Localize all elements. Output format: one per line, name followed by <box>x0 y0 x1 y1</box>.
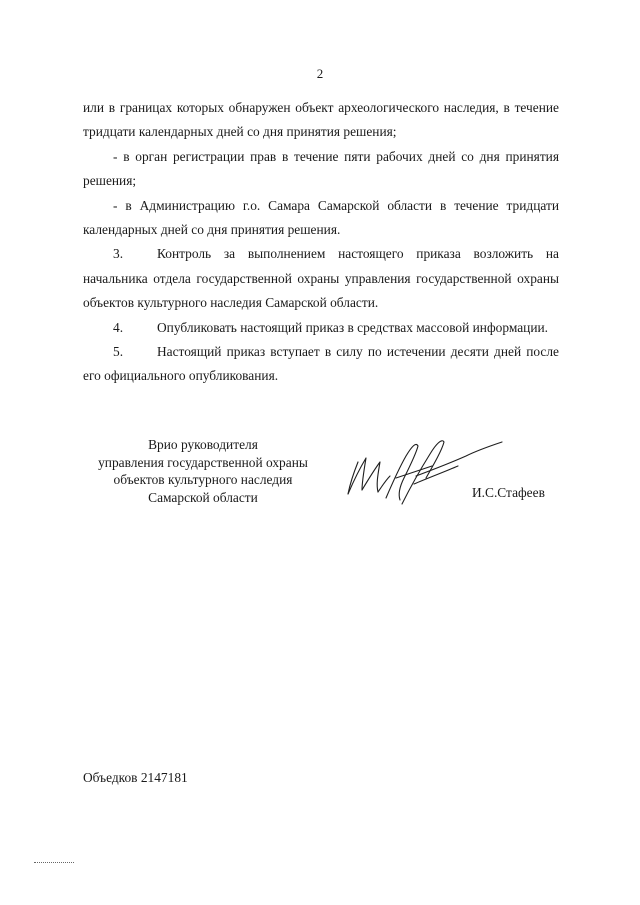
item-number: 3. <box>113 246 124 262</box>
signatory-line: управления государственной охраны <box>98 454 308 470</box>
signatory-title <box>83 436 323 506</box>
item-text: Настоящий приказ вступает в силу по истечении десяти дней после его официального опубликования. <box>83 344 559 384</box>
document-body <box>83 96 559 389</box>
paragraph-registration: - в орган регистрации прав в течение пяти рабочих дней со дня принятия решения; <box>83 148 559 189</box>
item-number: 5. <box>113 344 124 360</box>
page-number: 2 <box>316 66 324 81</box>
signer-name: И.С.Стафеев <box>472 485 545 500</box>
item-text: Опубликовать настоящий приказ в средствах массовой информации. <box>157 319 549 335</box>
executor-note: Объедков 2147181 <box>83 770 188 785</box>
paragraph-administration: - в Администрацию г.о. Самара Самарской области в течение тридцати календарных дней со дня принятия решения. <box>83 197 559 238</box>
list-item <box>83 242 559 315</box>
paragraph-continuation: или в границах которых обнаружен объект археологического наследия, в течение тридцати календарных дней со дня принятия решения; <box>83 100 559 140</box>
list-item <box>83 340 559 389</box>
item-text: Контроль за выполнением настоящего приказа возложить на начальника отдела государственной охраны управления государственной охраны объектов культурного наследия Самарской области. <box>83 246 559 311</box>
footer-divider <box>34 862 74 863</box>
list-item <box>83 316 559 340</box>
signatory-line: Врио руководителя <box>148 437 258 452</box>
item-number: 4. <box>113 319 124 335</box>
signatory-line: объектов культурного наследия <box>113 472 293 488</box>
signatory-line: Самарской области <box>148 489 258 505</box>
